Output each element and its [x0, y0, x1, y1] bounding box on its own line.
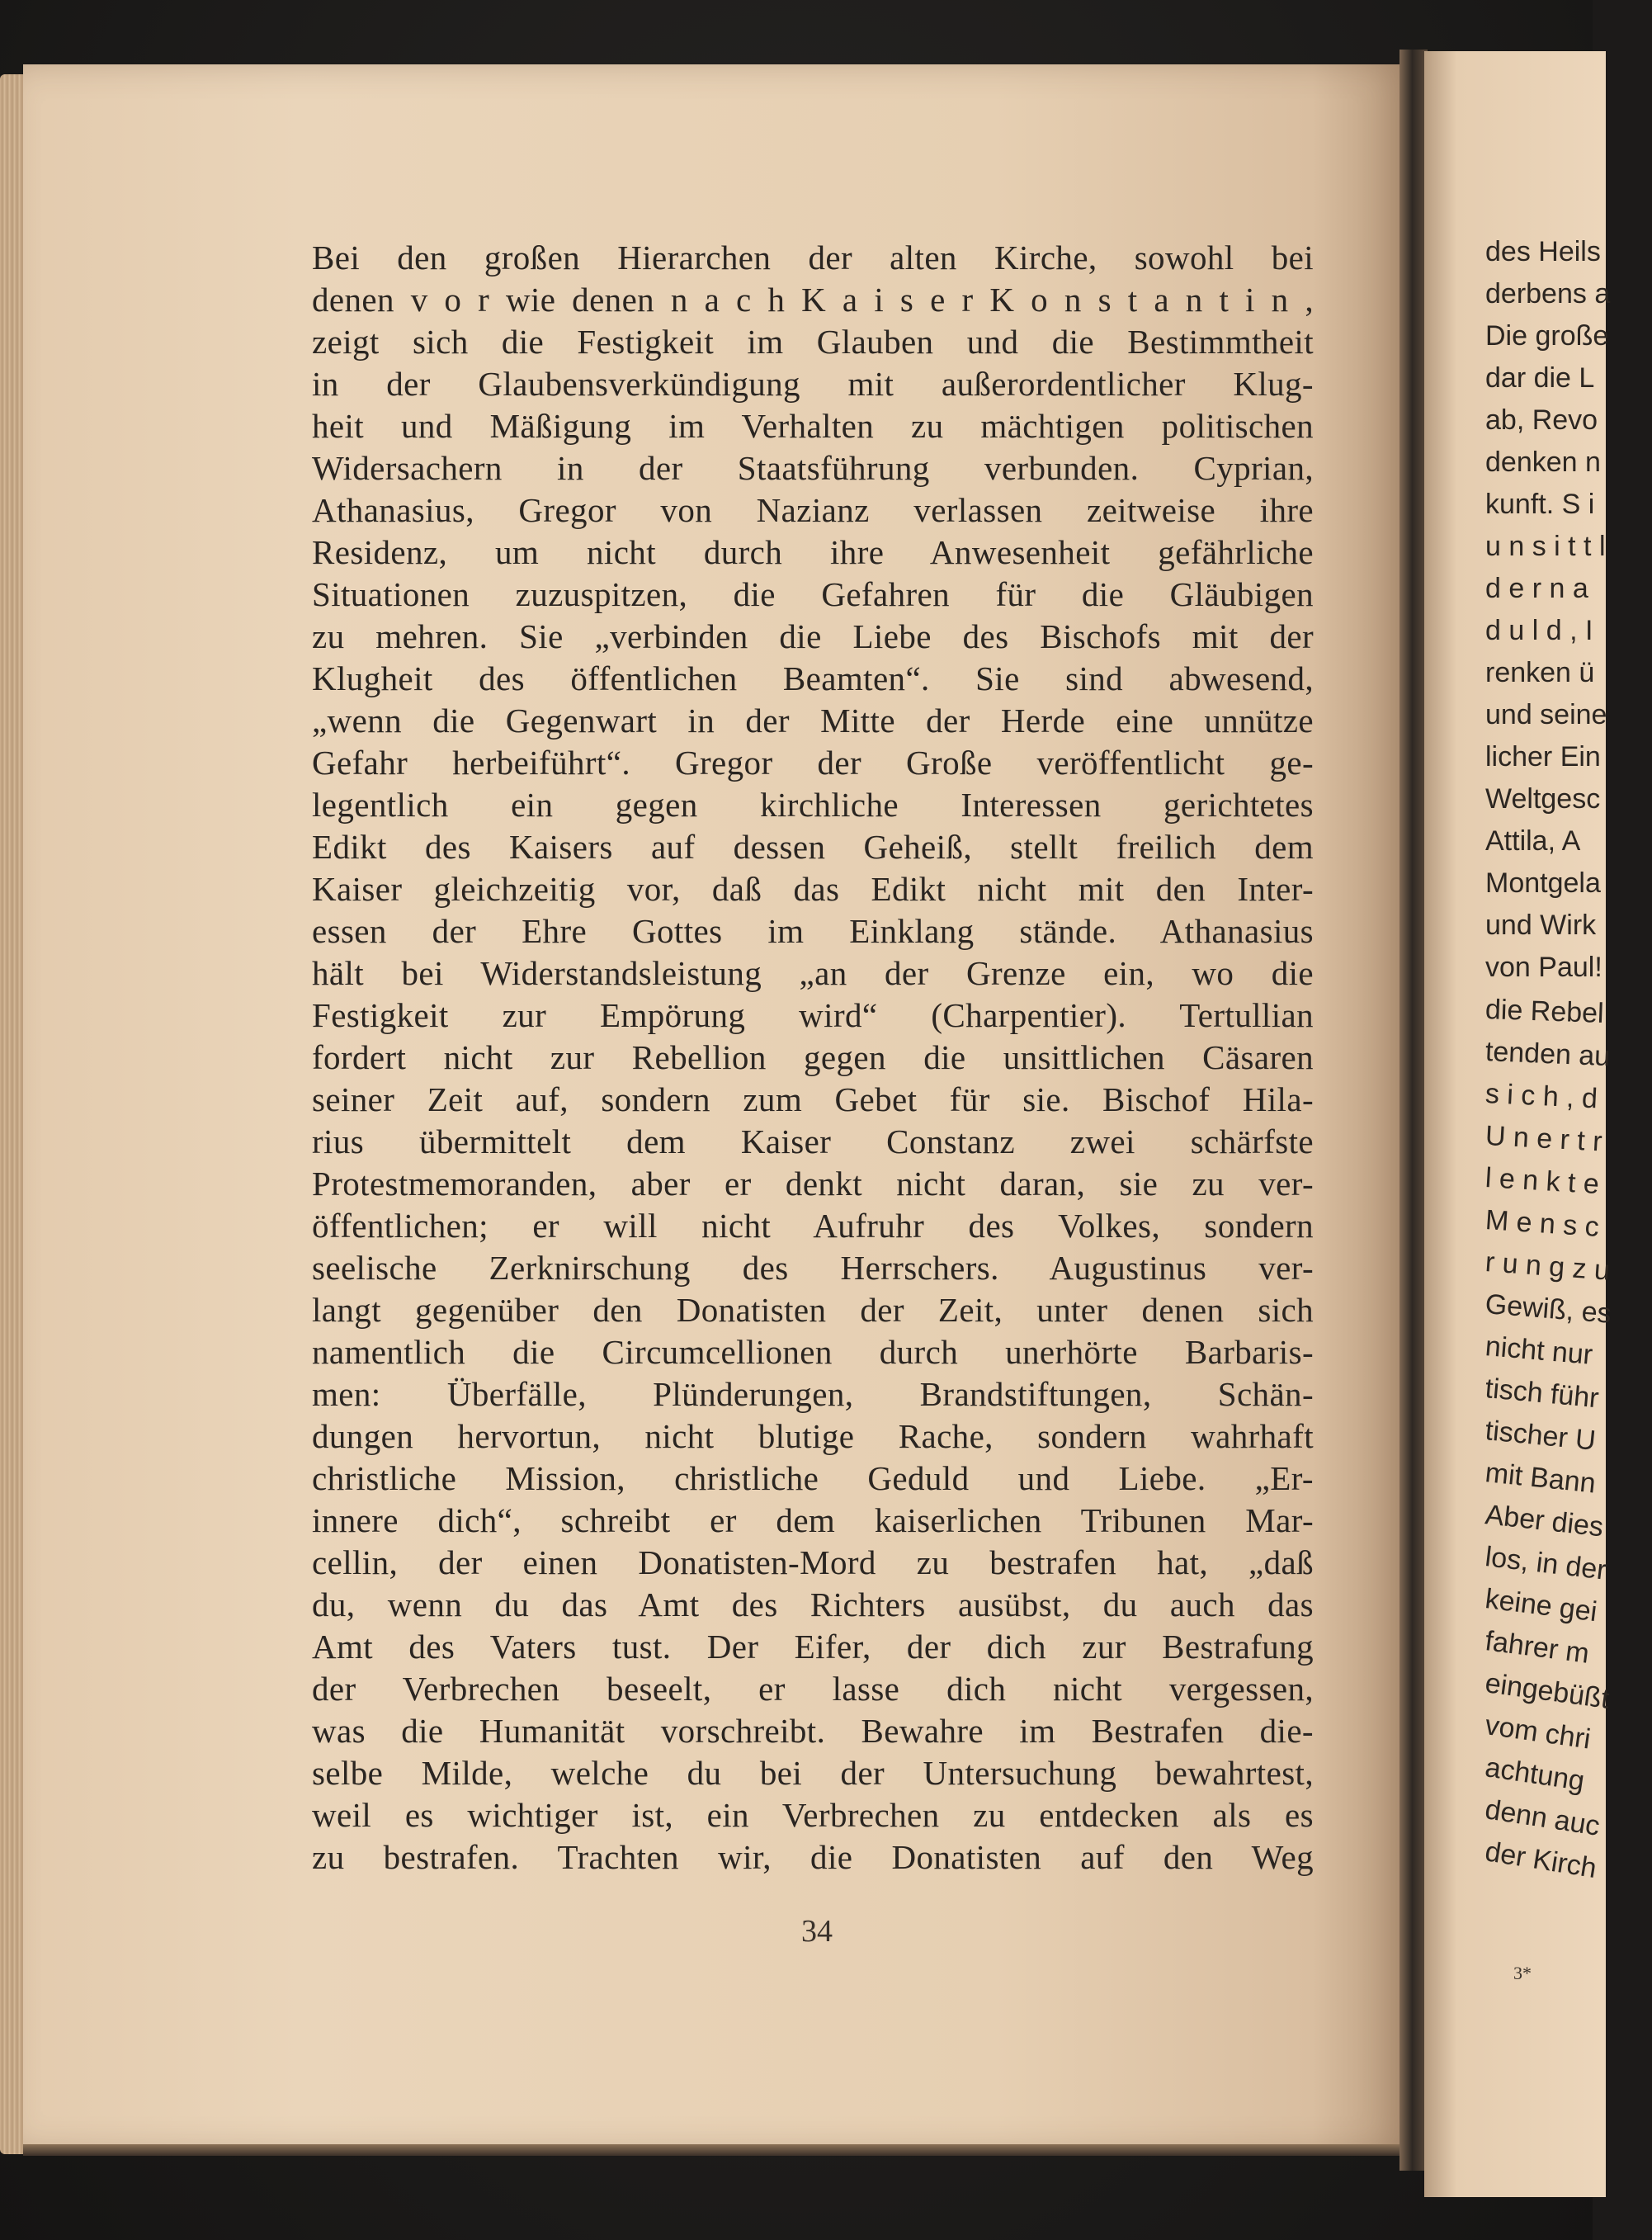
- text-line: Widersachern in der Staatsführung verbunden. Cyprian,: [312, 449, 1314, 487]
- text-line: denen v o r wie denen n a c h K a i s e r K o n s t a n t i n ,: [312, 281, 1314, 319]
- text-line: Edikt des Kaisers auf dessen Geheiß, stellt freilich dem: [312, 828, 1314, 866]
- text-line: ab, Revo: [1485, 404, 1598, 436]
- text-line: denken n: [1485, 447, 1601, 478]
- text-line: des Heils: [1485, 236, 1601, 267]
- text-line: hält bei Widerstandsleistung „an der Grenze ein, wo die: [312, 954, 1314, 992]
- text-line: u n s i t t l: [1485, 531, 1606, 562]
- text-line: christliche Mission, christliche Geduld und Liebe. „Er-: [312, 1459, 1314, 1497]
- text-line: rius übermittelt dem Kaiser Constanz zwei schärfste: [312, 1122, 1314, 1160]
- text-line: d e r n a: [1485, 573, 1588, 604]
- left-page-text: [312, 237, 1314, 1878]
- text-line: licher Ein: [1485, 741, 1601, 773]
- text-line: der Kirch: [1483, 1836, 1599, 1885]
- text-line: die Rebel: [1484, 994, 1605, 1030]
- text-line: und seine: [1485, 699, 1607, 730]
- text-line: du, wenn du das Amt des Richters ausübst, du auch das: [312, 1585, 1314, 1623]
- text-line: Athanasius, Gregor von Nazianz verlassen zeitweise ihre: [312, 491, 1314, 529]
- text-line: Bei den großen Hierarchen der alten Kirche, sowohl bei: [312, 239, 1314, 276]
- text-line: denn auc: [1483, 1793, 1602, 1842]
- text-line: Attila, A: [1485, 825, 1581, 857]
- text-line: seelische Zerknirschung des Herrschers. Augustinus ver-: [312, 1249, 1314, 1287]
- text-line: legentlich ein gegen kirchliche Interessen gerichtetes: [312, 786, 1314, 824]
- text-line: Amt des Vaters tust. Der Eifer, der dich zur Bestrafung: [312, 1628, 1314, 1666]
- text-line: U n e r t r: [1484, 1120, 1603, 1158]
- text-line: weil es wichtiger ist, ein Verbrechen zu entdecken als es: [312, 1796, 1314, 1834]
- text-line: Weltgesc: [1485, 783, 1601, 815]
- text-line: fahrer m: [1483, 1625, 1592, 1670]
- text-line: der Verbrechen beseelt, er lasse dich nicht vergessen,: [312, 1670, 1314, 1708]
- text-line: und Wirk: [1485, 910, 1597, 941]
- text-line: vom chri: [1483, 1709, 1593, 1756]
- signature-mark: 3*: [1513, 1963, 1532, 1983]
- text-line: Gefahr herbeiführt“. Gregor der Große veröffentlicht ge-: [312, 744, 1314, 782]
- text-line: Protestmemoranden, aber er denkt nicht daran, sie zu ver-: [312, 1165, 1314, 1203]
- right-page-text: [1483, 231, 1650, 1885]
- text-line: namentlich die Circumcellionen durch unerhörte Barbaris-: [312, 1333, 1314, 1371]
- text-line: zeigt sich die Festigkeit im Glauben und die Bestimmtheit: [312, 323, 1314, 361]
- text-line: Klugheit des öffentlichen Beamten“. Sie sind abwesend,: [312, 659, 1314, 697]
- text-line: essen der Ehre Gottes im Einklang stände. Athanasius: [312, 912, 1314, 950]
- text-line: Festigkeit zur Empörung wird“ (Charpentier). Tertullian: [312, 996, 1314, 1034]
- book-gutter: [1399, 50, 1428, 2171]
- text-line: men: Überfälle, Plünderungen, Brandstiftungen, Schän-: [312, 1375, 1314, 1413]
- text-line: öffentlichen; er will nicht Aufruhr des Volkes, sondern: [312, 1207, 1314, 1245]
- text-line: tischer U: [1484, 1415, 1598, 1457]
- text-line: Die große: [1485, 320, 1609, 352]
- text-line: achtung: [1483, 1751, 1587, 1798]
- text-line: eingebüßt: [1483, 1667, 1612, 1715]
- text-line: d u l d , I: [1485, 615, 1593, 646]
- text-line: in der Glaubensverkündigung mit außerordentlicher Klug-: [312, 365, 1314, 403]
- text-line: cellin, der einen Donatisten-Mord zu bestrafen hat, „daß: [312, 1543, 1314, 1581]
- text-line: kunft. S i: [1485, 489, 1595, 520]
- text-line: Residenz, um nicht durch ihre Anwesenheit gefährliche: [312, 533, 1314, 571]
- text-line: Kaiser gleichzeitig vor, daß das Edikt nicht mit den Inter-: [312, 870, 1314, 908]
- text-line: langt gegenüber den Donatisten der Zeit, unter denen sich: [312, 1291, 1314, 1329]
- text-line: zu bestrafen. Trachten wir, die Donatisten auf den Weg: [312, 1838, 1314, 1876]
- text-line: von Paul!: [1485, 952, 1602, 983]
- text-line: fordert nicht zur Rebellion gegen die unsittlichen Cäsaren: [312, 1038, 1314, 1076]
- text-line: los, in der: [1483, 1541, 1608, 1586]
- text-line: renken ü: [1485, 657, 1595, 688]
- text-line: seiner Zeit auf, sondern zum Gebet für sie. Bischof Hila-: [312, 1080, 1314, 1118]
- text-line: selbe Milde, welche du bei der Untersuchung bewahrtest,: [312, 1754, 1314, 1792]
- text-line: Situationen zuzuspitzen, die Gefahren für die Gläubigen: [312, 575, 1314, 613]
- text-line: innere dich“, schreibt er dem kaiserlichen Tribunen Mar-: [312, 1501, 1314, 1539]
- text-line: dungen hervortun, nicht blutige Rache, sondern wahrhaft: [312, 1417, 1314, 1455]
- text-line: tenden au: [1484, 1036, 1611, 1073]
- text-line: zu mehren. Sie „verbinden die Liebe des Bischofs mit der: [312, 617, 1314, 655]
- text-line: Aber dies: [1484, 1499, 1605, 1543]
- text-line: Montgela: [1485, 867, 1601, 899]
- book-bottom-edge: [23, 2144, 1418, 2156]
- text-line: nicht nur: [1484, 1330, 1594, 1371]
- text-line: dar die L: [1485, 362, 1595, 394]
- text-line: M e n s c: [1484, 1204, 1600, 1243]
- text-line: l e n k t e: [1484, 1162, 1600, 1201]
- text-line: Gewiß, es: [1484, 1288, 1613, 1330]
- text-line: r u n g z u: [1484, 1246, 1612, 1287]
- text-line: derbens a: [1485, 278, 1611, 310]
- text-line: s i c h , d: [1484, 1078, 1598, 1115]
- text-line: keine gei: [1483, 1583, 1599, 1628]
- text-line: tisch führ: [1484, 1373, 1601, 1415]
- text-line: was die Humanität vorschreibt. Bewahre im Bestrafen die-: [312, 1712, 1314, 1750]
- text-line: heit und Mäßigung im Verhalten zu mächtigen politischen: [312, 407, 1314, 445]
- text-line: „wenn die Gegenwart in der Mitte der Herde eine unnütze: [312, 702, 1314, 740]
- page-number: 34: [801, 1914, 833, 1949]
- text-line: mit Bann: [1484, 1457, 1598, 1500]
